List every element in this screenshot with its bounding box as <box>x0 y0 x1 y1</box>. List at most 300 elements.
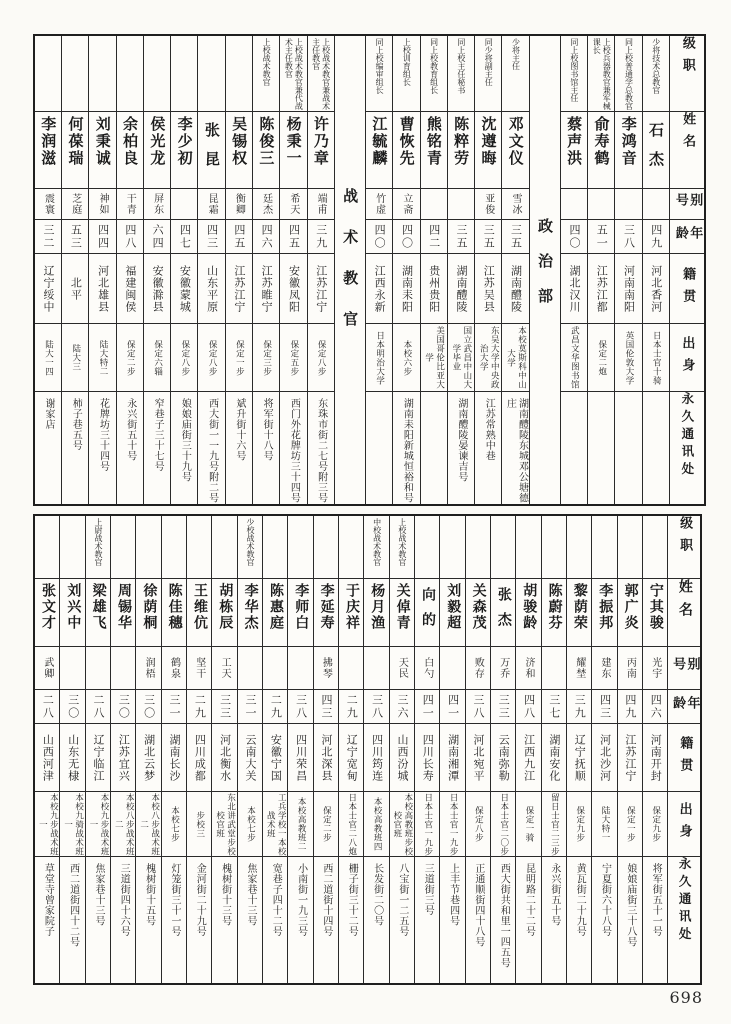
address-cell: 槐树街十五号 <box>136 856 160 983</box>
education-cell: 本校高教班四 <box>364 791 388 856</box>
name-cell: 梁雄飞 <box>86 578 110 646</box>
origin-cell: 湖北云梦 <box>136 723 160 791</box>
name-cell: 刘兴中 <box>60 578 84 646</box>
person-column <box>110 516 135 983</box>
alias-cell <box>111 646 135 689</box>
age-cell: 四八 <box>117 219 143 253</box>
section-label: 政治部 <box>535 217 554 323</box>
name-cell: 杨月渔 <box>364 578 388 646</box>
age-cell: 三一 <box>238 689 262 723</box>
age-cell: 四八 <box>516 689 540 723</box>
alias-cell <box>263 646 287 689</box>
origin-cell: 河南开封 <box>643 723 667 791</box>
name-cell: 李振邦 <box>592 578 616 646</box>
education-cell: 陆大特二 <box>89 323 115 391</box>
origin-cell: 四川成都 <box>187 723 211 791</box>
name-cell: 黎荫荣 <box>567 578 591 646</box>
field-header-column <box>669 36 704 504</box>
name-cell: 邓文仪 <box>502 111 528 188</box>
name-cell: 李润滋 <box>35 111 61 188</box>
age-cell: 四〇 <box>393 219 419 253</box>
person-column <box>61 36 88 504</box>
education-cell: 本校高教班二 <box>288 791 312 856</box>
education-cell: 陆大特一 <box>592 791 616 856</box>
rank-cell: 同上校教育组长 <box>429 38 439 94</box>
name-cell: 关倬青 <box>390 578 414 646</box>
person-column <box>501 36 528 504</box>
rank-cell <box>542 516 566 578</box>
age-cell: 三六 <box>390 689 414 723</box>
education-cell: 本校莫斯科中山大学 <box>502 323 528 391</box>
origin-cell: 湖南醴陵 <box>448 253 474 323</box>
rank-cell: 上尉战术教官 <box>93 518 103 566</box>
person-column <box>88 36 115 504</box>
top-roster-table <box>33 34 706 506</box>
name-cell: 郭广炎 <box>618 578 642 646</box>
education-cell: 本校九步战术班一 <box>86 791 110 856</box>
education-cell: 日本士官一九步 <box>440 791 464 856</box>
person-column <box>389 516 414 983</box>
alias-cell <box>60 646 84 689</box>
education-cell: 保定八步 <box>198 323 224 391</box>
person-column <box>161 516 186 983</box>
person-column <box>439 516 464 983</box>
education-cell: 国立武昌中山大学毕业 <box>448 323 474 391</box>
person-column <box>135 516 160 983</box>
alias-cell <box>588 188 614 219</box>
person-column <box>338 516 363 983</box>
education-cell: 日本士官一九步 <box>415 791 439 856</box>
alias-cell <box>440 646 464 689</box>
person-column <box>587 36 614 504</box>
education-cell: 本校七步 <box>162 791 186 856</box>
age-cell: 二九 <box>339 689 363 723</box>
address-cell: 西二道街十四号 <box>314 856 338 983</box>
section-column <box>334 36 365 504</box>
alias-cell: 万乔 <box>491 646 515 689</box>
education-cell: 日本士官二〇步 <box>491 791 515 856</box>
education-cell: 本校八步战术班二 <box>111 791 135 856</box>
age-cell: 五一 <box>588 219 614 253</box>
person-column <box>262 516 287 983</box>
alias-cell: 建东 <box>592 646 616 689</box>
origin-cell: 湖南醴陵 <box>502 253 528 323</box>
name-cell: 周锡华 <box>111 578 135 646</box>
age-cell: 五三 <box>62 219 88 253</box>
education-cell: 东吴大学中央政治大学 <box>475 323 501 391</box>
address-cell: 长发街二〇号 <box>364 856 388 983</box>
address-cell: 湖南醴陵晏谏吉号 <box>448 391 474 504</box>
address-cell: 东珠市街二七号附三号 <box>308 391 334 504</box>
origin-cell: 江西永新 <box>366 253 392 323</box>
origin-cell: 湖南安化 <box>542 723 566 791</box>
age-cell: 三一 <box>162 689 186 723</box>
age-cell: 四三 <box>592 689 616 723</box>
age-cell: 三三 <box>491 689 515 723</box>
field-header-origin: 籍贯 <box>670 253 704 323</box>
age-cell: 四〇 <box>366 219 392 253</box>
person-column <box>186 516 211 983</box>
person-column <box>35 36 61 504</box>
person-column <box>59 516 84 983</box>
person-column <box>414 516 439 983</box>
education-cell: 保定八步 <box>466 791 490 856</box>
age-cell: 三七 <box>542 689 566 723</box>
age-cell: 三三 <box>212 689 236 723</box>
education-cell: 本校八步战术班二 <box>136 791 160 856</box>
person-column <box>197 36 224 504</box>
education-cell: 保定一步 <box>226 323 252 391</box>
age-cell: 四二 <box>421 219 447 253</box>
education-cell: 日本士官十骑 <box>643 323 669 391</box>
age-cell: 三八 <box>615 219 641 253</box>
age-cell: 三五 <box>475 219 501 253</box>
field-header-age: 年龄 <box>668 689 700 723</box>
name-cell: 石杰 <box>643 111 669 188</box>
address-cell: 湖南耒阳新城恒裕和号 <box>393 391 419 504</box>
rank-cell <box>288 516 312 578</box>
education-cell: 保定二步 <box>314 791 338 856</box>
address-cell: 小南街一九三号 <box>288 856 312 983</box>
origin-cell: 江西九江 <box>516 723 540 791</box>
origin-cell: 辽宁绥中 <box>35 253 61 323</box>
education-cell: 保定八步 <box>171 323 197 391</box>
education-cell: 日本明治大学 <box>366 323 392 391</box>
rank-cell <box>198 36 224 111</box>
origin-cell: 安徽蒙城 <box>171 253 197 323</box>
address-cell: 窄巷子三十七号 <box>144 391 170 504</box>
rank-cell <box>415 516 439 578</box>
name-cell: 胡栋辰 <box>212 578 236 646</box>
person-column <box>287 516 312 983</box>
rank-cell <box>516 516 540 578</box>
field-header-origin: 籍贯 <box>668 723 700 791</box>
education-cell: 保定九步 <box>643 791 667 856</box>
rank-cell <box>466 516 490 578</box>
age-cell: 三九 <box>567 689 591 723</box>
origin-cell: 山西汾城 <box>390 723 414 791</box>
name-cell: 李延寿 <box>314 578 338 646</box>
person-column <box>252 36 279 504</box>
alias-cell: 败存 <box>466 646 490 689</box>
name-cell: 陈俊三 <box>253 111 279 188</box>
age-cell: 四一 <box>440 689 464 723</box>
name-cell: 陈蔚芬 <box>542 578 566 646</box>
origin-cell: 安徽宁国 <box>263 723 287 791</box>
origin-cell: 云南弥勒 <box>491 723 515 791</box>
person-column <box>211 516 236 983</box>
person-column <box>392 36 419 504</box>
alias-cell <box>339 646 363 689</box>
alias-cell: 廷杰 <box>253 188 279 219</box>
origin-cell: 江苏宜兴 <box>111 723 135 791</box>
origin-cell: 湖南湘潭 <box>440 723 464 791</box>
alias-cell <box>364 646 388 689</box>
education-cell: 保定三步 <box>253 323 279 391</box>
alias-cell: 亚俊 <box>475 188 501 219</box>
address-cell: 西大街共和里一四五号 <box>491 856 515 983</box>
address-cell: 花牌坊三十四号 <box>89 391 115 504</box>
person-column <box>614 36 641 504</box>
address-cell: 草堂寺曾家院子 <box>35 856 59 983</box>
name-cell: 余柏良 <box>117 111 143 188</box>
address-cell: 西二道街四十二号 <box>60 856 84 983</box>
alias-cell: 芝庭 <box>62 188 88 219</box>
rank-cell <box>62 36 88 111</box>
origin-cell: 河北雄县 <box>89 253 115 323</box>
alias-cell <box>615 188 641 219</box>
section-column <box>529 36 560 504</box>
address-cell <box>561 391 587 504</box>
name-cell: 何葆瑞 <box>62 111 88 188</box>
alias-cell <box>448 188 474 219</box>
address-cell: 正通顺街四十八号 <box>466 856 490 983</box>
age-cell: 三五 <box>502 219 528 253</box>
rank-cell <box>212 516 236 578</box>
origin-cell: 河北深县 <box>314 723 338 791</box>
rank-cell <box>567 516 591 578</box>
age-cell: 四九 <box>618 689 642 723</box>
address-cell: 永兴街五十号 <box>542 856 566 983</box>
origin-cell: 山西河津 <box>35 723 59 791</box>
section-label: 战术教官 <box>341 188 360 352</box>
person-column <box>447 36 474 504</box>
education-cell: 日本士官二八炮 <box>339 791 363 856</box>
address-cell <box>421 391 447 504</box>
name-cell: 蔡声洪 <box>561 111 587 188</box>
rank-cell: 中校战术教官 <box>372 518 382 566</box>
origin-cell: 四川荣昌 <box>288 723 312 791</box>
origin-cell: 山东无棣 <box>60 723 84 791</box>
address-cell: 槐树街十三号 <box>212 856 236 983</box>
address-cell: 柿子巷五号 <box>62 391 88 504</box>
rank-cell: 同上校普通学总教官 <box>624 38 634 110</box>
name-cell: 王维伉 <box>187 578 211 646</box>
person-column <box>313 516 338 983</box>
education-cell: 保定二步 <box>117 323 143 391</box>
origin-cell: 江苏江都 <box>588 253 614 323</box>
education-cell: 保定一骑 <box>516 791 540 856</box>
address-cell <box>615 391 641 504</box>
origin-cell: 福建闽侯 <box>117 253 143 323</box>
education-cell: 武昌文华图书馆 <box>561 323 587 391</box>
name-cell: 沈遵晦 <box>475 111 501 188</box>
alias-cell: 拂琴 <box>314 646 338 689</box>
rank-cell <box>618 516 642 578</box>
origin-cell: 四川筠连 <box>364 723 388 791</box>
age-cell: 二九 <box>263 689 287 723</box>
education-cell: 保定二炮 <box>588 323 614 391</box>
alias-cell: 白勺 <box>415 646 439 689</box>
address-cell: 湖南醴陵东城邓公塘德庄 <box>502 391 528 504</box>
origin-cell: 江苏睢宁 <box>253 253 279 323</box>
rank-cell <box>35 516 59 578</box>
person-column <box>541 516 566 983</box>
address-cell: 江苏常熟中巷 <box>475 391 501 504</box>
age-cell: 四六 <box>253 219 279 253</box>
alias-cell: 济和 <box>516 646 540 689</box>
age-cell: 四一 <box>415 689 439 723</box>
rank-cell: 少将主任 <box>511 38 521 70</box>
address-cell: 宽巷子四十二号 <box>263 856 287 983</box>
alias-cell <box>86 646 110 689</box>
person-column <box>307 36 334 504</box>
alias-cell: 鹤泉 <box>162 646 186 689</box>
name-cell: 李鸿音 <box>615 111 641 188</box>
person-column <box>566 516 591 983</box>
address-cell: 黄瓦街二十九号 <box>567 856 591 983</box>
address-cell: 焦家巷十三号 <box>86 856 110 983</box>
person-column <box>363 516 388 983</box>
person-column <box>591 516 616 983</box>
age-cell: 四五 <box>226 219 252 253</box>
age-cell: 三八 <box>466 689 490 723</box>
address-cell: 西大街一一九号附二号 <box>198 391 224 504</box>
person-column <box>560 36 587 504</box>
rank-cell: 同上校主任秘书 <box>456 38 466 94</box>
name-cell: 俞寿鹤 <box>588 111 614 188</box>
rank-cell <box>162 516 186 578</box>
origin-cell: 河北沙河 <box>592 723 616 791</box>
alias-cell: 工天 <box>212 646 236 689</box>
age-cell: 四六 <box>643 689 667 723</box>
education-cell: 保定五步 <box>280 323 306 391</box>
name-cell: 曹恢先 <box>393 111 419 188</box>
alias-cell <box>288 646 312 689</box>
name-cell: 李师白 <box>288 578 312 646</box>
alias-cell: 天民 <box>390 646 414 689</box>
age-cell: 三八 <box>288 689 312 723</box>
name-cell: 宁其骏 <box>643 578 667 646</box>
person-column <box>143 36 170 504</box>
rank-cell: 同少将副主任 <box>484 38 494 86</box>
alias-cell: 竹虚 <box>366 188 392 219</box>
age-cell: 四五 <box>280 219 306 253</box>
name-cell: 李华杰 <box>238 578 262 646</box>
name-cell: 许乃章 <box>308 111 334 188</box>
address-cell <box>588 391 614 504</box>
alias-cell: 坚干 <box>187 646 211 689</box>
education-cell: 保定九步 <box>567 791 591 856</box>
age-cell: 三九 <box>308 219 334 253</box>
address-cell: 栅子街三十二号 <box>339 856 363 983</box>
field-header-education: 出身 <box>670 323 704 391</box>
address-cell: 八宝街一二五号 <box>390 856 414 983</box>
rank-cell <box>226 36 252 111</box>
rank-cell <box>144 36 170 111</box>
origin-cell: 湖南长沙 <box>162 723 186 791</box>
field-header-rank: 级职 <box>679 36 695 80</box>
alias-cell <box>421 188 447 219</box>
name-cell: 徐荫桐 <box>136 578 160 646</box>
person-column <box>279 36 306 504</box>
bottom-roster-table <box>33 514 702 985</box>
alias-cell <box>643 188 669 219</box>
education-cell: 东北讲武堂步校校官班 <box>212 791 236 856</box>
age-cell: 二八 <box>35 689 59 723</box>
age-cell: 四三 <box>198 219 224 253</box>
address-cell: 昆明路二十二号 <box>516 856 540 983</box>
age-cell: 三〇 <box>111 689 135 723</box>
rank-cell: 上校战术教官 <box>262 38 272 86</box>
page-number: 698 <box>669 988 703 1007</box>
origin-cell: 北平 <box>62 253 88 323</box>
name-cell: 刘毅超 <box>440 578 464 646</box>
education-cell: 陆大三 <box>62 323 88 391</box>
rank-cell <box>187 516 211 578</box>
name-cell: 侯光龙 <box>144 111 170 188</box>
age-cell: 四七 <box>171 219 197 253</box>
origin-cell: 河南南阳 <box>615 253 641 323</box>
rank-cell <box>136 516 160 578</box>
address-cell: 金河街二十九号 <box>187 856 211 983</box>
rank-cell <box>171 36 197 111</box>
name-cell: 熊铭青 <box>421 111 447 188</box>
education-cell: 保定六辎 <box>144 323 170 391</box>
rank-cell <box>491 516 515 578</box>
age-cell: 三〇 <box>60 689 84 723</box>
alias-cell: 衡卿 <box>226 188 252 219</box>
person-column <box>116 36 143 504</box>
education-cell: 保定八步 <box>308 323 334 391</box>
alias-cell <box>238 646 262 689</box>
address-cell: 娘娘庙街三十八号 <box>618 856 642 983</box>
age-cell: 二八 <box>86 689 110 723</box>
person-column <box>642 36 669 504</box>
name-cell: 陈粹劳 <box>448 111 474 188</box>
person-column <box>237 516 262 983</box>
person-column <box>642 516 667 983</box>
field-header-education: 出身 <box>668 791 700 856</box>
person-column <box>365 36 392 504</box>
rank-cell <box>339 516 363 578</box>
rank-cell <box>60 516 84 578</box>
person-column <box>617 516 642 983</box>
origin-cell: 山东平原 <box>198 253 224 323</box>
person-column <box>35 516 59 983</box>
education-cell: 英国伦敦大学 <box>615 323 641 391</box>
rank-cell <box>592 516 616 578</box>
rank-cell: 上校训育组长 <box>402 38 412 86</box>
field-header-address: 永久通讯处 <box>668 856 700 983</box>
rank-cell <box>35 36 61 111</box>
name-cell: 张杰 <box>491 578 515 646</box>
alias-cell: 雪冰 <box>502 188 528 219</box>
field-header-rank: 级职 <box>677 516 693 560</box>
address-cell: 将军街五十一号 <box>643 856 667 983</box>
rank-cell <box>117 36 143 111</box>
alias-cell: 武卿 <box>35 646 59 689</box>
rank-cell: 少校战术教官 <box>245 518 255 566</box>
address-cell <box>366 391 392 504</box>
person-column <box>85 516 110 983</box>
name-cell: 刘秉诚 <box>89 111 115 188</box>
education-cell: 步校三 <box>187 791 211 856</box>
alias-cell: 屏东 <box>144 188 170 219</box>
rank-cell: 上校战术教官兼代战术主任教官 <box>284 38 304 110</box>
person-column <box>170 36 197 504</box>
rank-cell <box>111 516 135 578</box>
address-cell: 谢家店 <box>35 391 61 504</box>
origin-cell: 河北宛平 <box>466 723 490 791</box>
field-header-age: 年龄 <box>670 219 704 253</box>
person-column <box>225 36 252 504</box>
alias-cell <box>542 646 566 689</box>
rank-cell: 同上校图书馆主任 <box>569 38 579 102</box>
address-cell: 宁夏街六十八号 <box>592 856 616 983</box>
name-cell: 吴锡权 <box>226 111 252 188</box>
education-cell: 本校六步 <box>393 323 419 391</box>
